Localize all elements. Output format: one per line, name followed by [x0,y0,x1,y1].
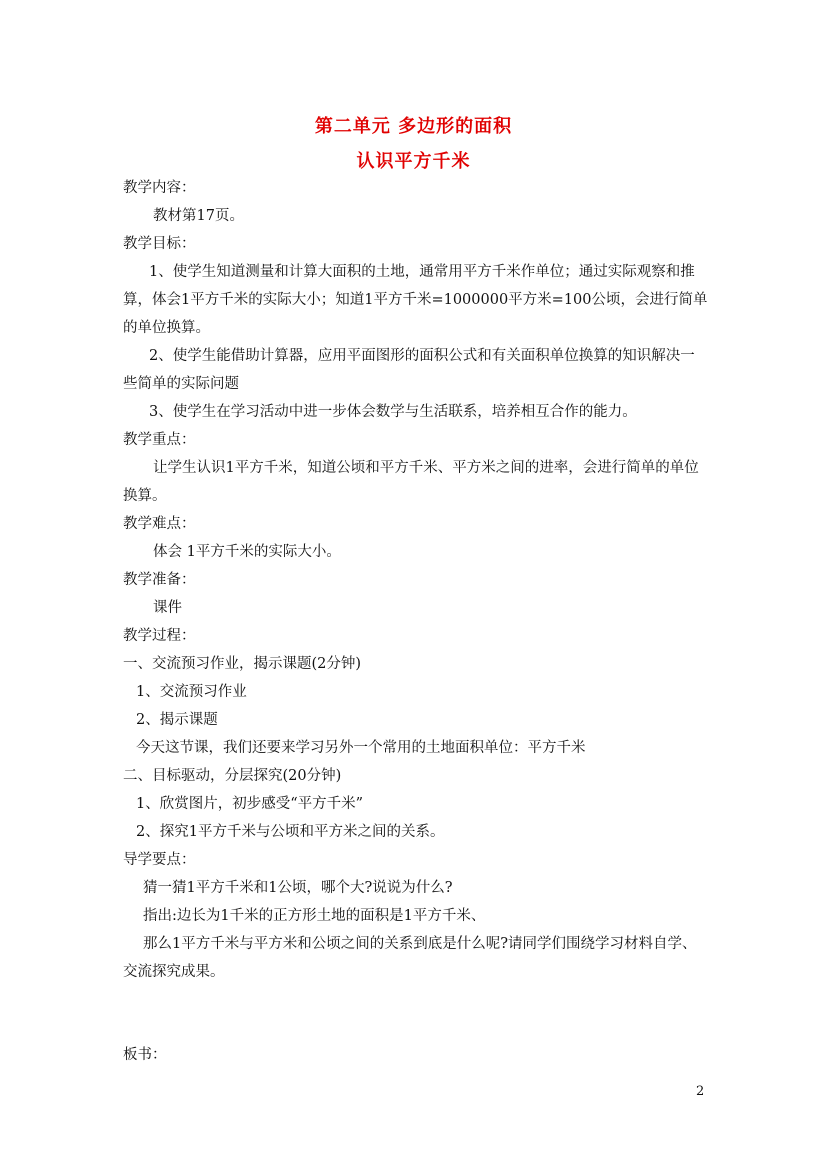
paragraph-line: 猜一猜1平方千米和1公顷，哪个大?说说为什么? [143,880,453,896]
document-title: 第二单元 多边形的面积 [314,116,513,137]
paragraph-line: 些简单的实际问题 [123,376,239,392]
heading-process: 教学过程： [123,628,196,644]
paragraph-line: 的单位换算。 [123,320,210,336]
heading-content: 教学内容： [123,180,196,196]
paragraph-line: 换算。 [123,488,167,504]
heading-board-writing: 板书： [123,1047,167,1063]
paragraph-line: 交流探究成果。 [123,964,225,980]
document-subtitle: 认识平方千米 [356,151,471,172]
section-heading: 一、交流预习作业，揭示课题(2分钟) [123,656,362,672]
paragraph-line: 2、使学生能借助计算器，应用平面图形的面积公式和有关面积单位换算的知识解决一 [149,348,695,364]
heading-key-points: 教学重点： [123,432,196,448]
heading-objectives: 教学目标： [123,236,196,252]
paragraph-line: 算，体会1平方千米的实际大小；知道1平方千米=1000000平方米=100公顷，会进行简单 [123,292,708,308]
paragraph-line: 那么1平方千米与平方米和公顷之间的关系到底是什么呢?请同学们围绕学习材料自学、 [143,936,697,952]
paragraph-line: 教材第17页。 [153,208,244,224]
paragraph-line: 1、使学生知道测量和计算大面积的土地，通常用平方千米作单位；通过实际观察和推 [149,264,695,280]
list-item: 2、探究1平方千米与公顷和平方米之间的关系。 [136,824,445,840]
paragraph-line: 指出:边长为1千米的正方形土地的面积是1平方千米、 [143,908,486,924]
paragraph-line: 3、使学生在学习活动中进一步体会数学与生活联系，培养相互合作的能力。 [149,404,637,420]
section-heading: 二、目标驱动，分层探究(20分钟) [123,768,342,784]
heading-guide-points: 导学要点： [123,852,196,868]
heading-preparation: 教学准备： [123,572,196,588]
paragraph-line: 课件 [153,600,182,616]
list-item: 1、交流预习作业 [136,684,247,700]
paragraph-line: 让学生认识1平方千米，知道公顷和平方千米、平方米之间的进率，会进行简单的单位 [153,460,699,476]
paragraph-line: 体会 1平方千米的实际大小。 [153,544,341,560]
page-number: 2 [696,1084,705,1099]
paragraph-line: 今天这节课，我们还要来学习另外一个常用的土地面积单位：平方千米 [136,740,586,756]
list-item: 1、欣赏图片，初步感受“平方千米” [136,796,364,812]
heading-difficulties: 教学难点： [123,516,196,532]
list-item: 2、揭示课题 [136,712,218,728]
